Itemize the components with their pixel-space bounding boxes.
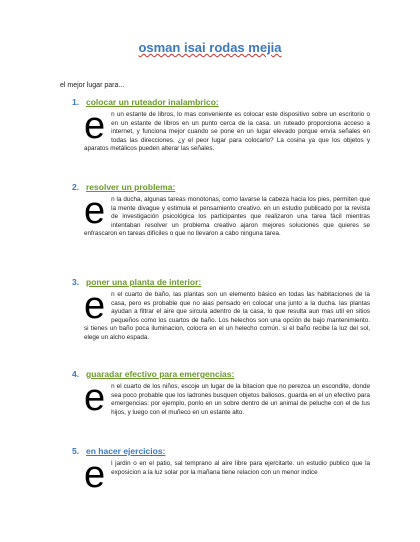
- drop-cap: e: [84, 377, 106, 419]
- section-paragraph: n el cuarto de baño, las plantas son un elemento básico en todas las habitaciones de la casa, pero es probable que no aias pensado en colocar una junto a la ducha. las plantas ayudan a filtrar el aire que sircula adentro de la casa, lo que resulta aun mas util en sitios pequeños como los cuartos de baño. Los helechos son una opción de bajo mantenimiento. si tienes un baño poca iluminacion, colocra en el un helecho común. si el baño recibe la luz del sol, elege un alcho espada.: [84, 291, 370, 341]
- section-body: [84, 285, 370, 343]
- section-number: 3.: [72, 277, 80, 287]
- section-body: [84, 105, 370, 154]
- section-body: [84, 190, 370, 239]
- section-paragraph: n el cuarto de los niños, escoje un lugar de la bitacion que no perezca un escondite, donde sea poco probable que los ladrones busquen objetos baliosos. guarda en el un efectivo para emergencias: por ejemplo, ponlo en un sobre dentro de un animal de peluche con el de tus hijos, y luego con el muñeco en un estante alto.: [111, 383, 370, 416]
- intro-line: el mejor lugar para...: [60, 82, 125, 89]
- section-heading-text: guaradar efectivo para emergencias:: [86, 369, 235, 379]
- section-heading-text: en hacer ejercicios:: [86, 446, 166, 456]
- document-title: osman isai rodas mejia: [138, 40, 282, 55]
- drop-cap: e: [84, 285, 106, 327]
- drop-cap: e: [84, 454, 106, 496]
- section-heading-text: resolver un problema:: [86, 182, 176, 192]
- section-paragraph: n un estante de libros, lo mas conveniente es colocar este dispositivo sobre un escritorio o en un estante de libros en un punto cerca de la casa. un ruteado proporciona acceso a internet, y funciona mejor cuando se pone en un lugar elevado porque envía señales en todas las direcciones. ¿y el peor lugar para colocarlo? La cosina ya que los objetos y aparatos metálicos pueden alterar las señales.: [84, 111, 370, 153]
- section-paragraph: l jardin o en el patio, sal temprano al aire libre para ejercitarte. un estudio publico que la exposicion a la luz solar por la mañana tiene relacion con un menor indice: [111, 460, 370, 476]
- section-number: 1.: [72, 97, 80, 107]
- section-body: [84, 377, 370, 419]
- section-number: 5.: [72, 446, 80, 456]
- drop-cap: e: [84, 190, 106, 232]
- section-paragraph: n la ducha, algunas tareas monótonas, como lavarse la cabeza hacia los pies, permiten que la mente divague y estimula el pensamiento creativo. en un estudio publicado por la revista de investigación psicológica los participantes que realizaron una tarea fácil mientras intentaban resolver un problema creativo ajaron mejores soluciones que quieres se enfrascaron en tareas difíciles o que no llevaron a cabo ninguna tarea.: [84, 196, 370, 238]
- section-heading-text: poner una planta de interior:: [86, 277, 202, 287]
- section-number: 4.: [72, 369, 80, 379]
- section-body: [84, 454, 370, 496]
- section-number: 2.: [72, 182, 80, 192]
- section-heading-text: colocar un ruteador inalambrico:: [86, 97, 219, 107]
- drop-cap: e: [84, 105, 106, 147]
